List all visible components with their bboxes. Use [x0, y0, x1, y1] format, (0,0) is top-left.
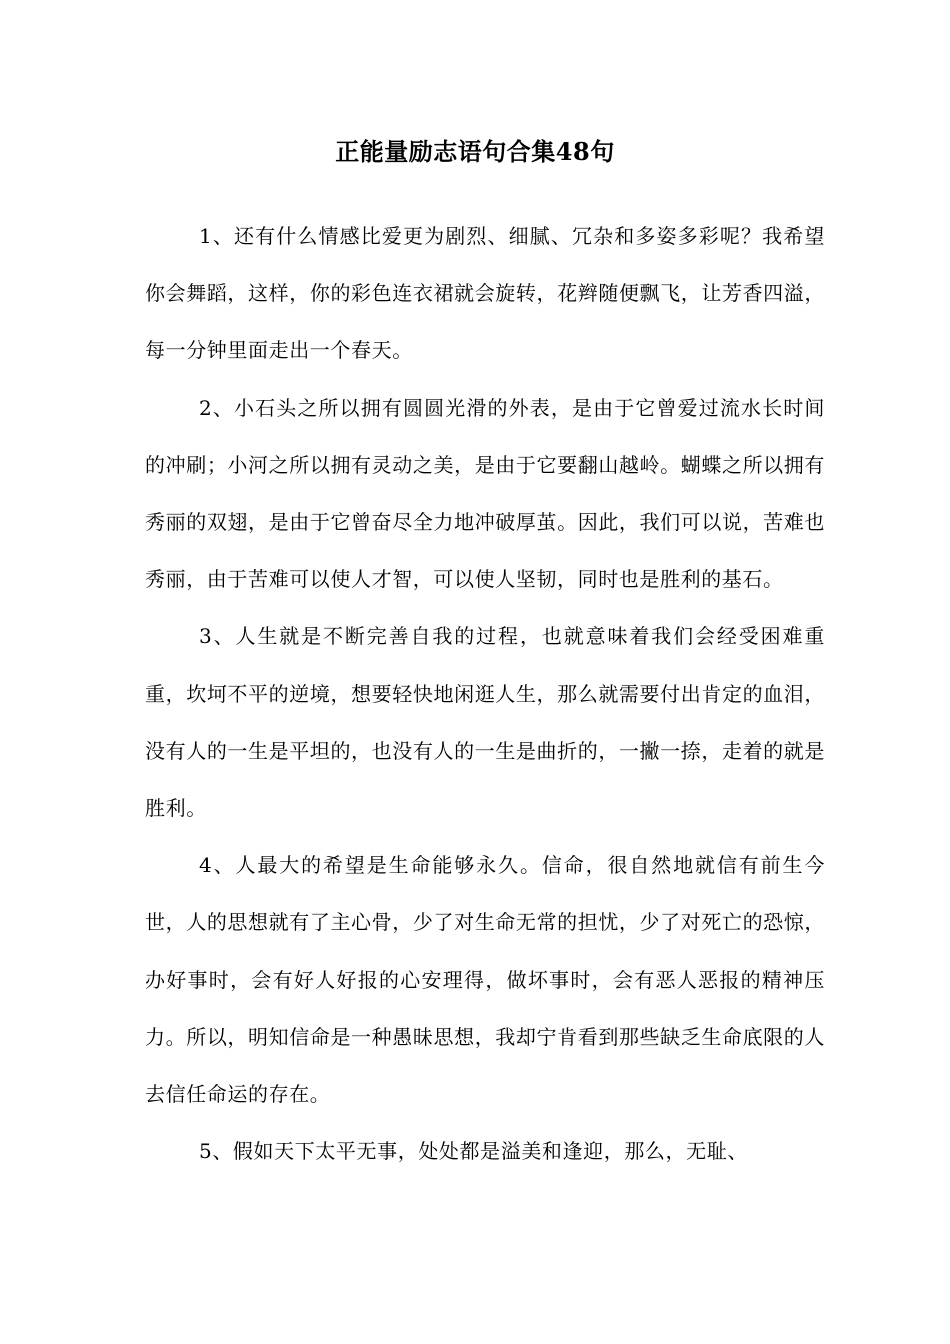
paragraph-2: 2、小石头之所以拥有圆圆光滑的外表，是由于它曾爱过流水长时间的冲刷；小河之所以拥有灵动之美，是由于它要翻山越岭。蝴蝶之所以拥有秀丽的双翅，是由于它曾奋尽全力地冲破厚茧。因此，我们可以说，苦难也秀丽，由于苦难可以使人才智，可以使人坚韧，同时也是胜利的基石。 — [145, 395, 825, 592]
paragraph-3: 3、人生就是不断完善自我的过程，也就意味着我们会经受困难重重，坎坷不平的逆境，想要轻快地闲逛人生，那么就需要付出肯定的血泪，没有人的一生是平坦的，也没有人的一生是曲折的，一撇一捺，走着的就是胜利。 — [145, 624, 825, 821]
paragraph-4: 4、人最大的希望是生命能够永久。信命，很自然地就信有前生今世，人的思想就有了主心骨，少了对生命无常的担忧，少了对死亡的恐惊，办好事时，会有好人好报的心安理得，做坏事时，会有恶人恶报的精神压力。所以，明知信命是一种愚昧思想，我却宁肯看到那些缺乏生命底限的人去信任命运的存在。 — [145, 853, 825, 1107]
document-title: 正能量励志语句合集48句 — [335, 137, 615, 166]
paragraph-1: 1、还有什么情感比爱更为剧烈、细腻、冗杂和多姿多彩呢？我希望你会舞蹈，这样，你的彩色连衣裙就会旋转，花辫随便飘飞，让芳香四溢，每一分钟里面走出一个春天。 — [145, 224, 825, 363]
document-body — [145, 208, 825, 1180]
paragraph-5: 5、假如天下太平无事，处处都是溢美和逢迎，那么，无耻、 — [199, 1139, 748, 1164]
